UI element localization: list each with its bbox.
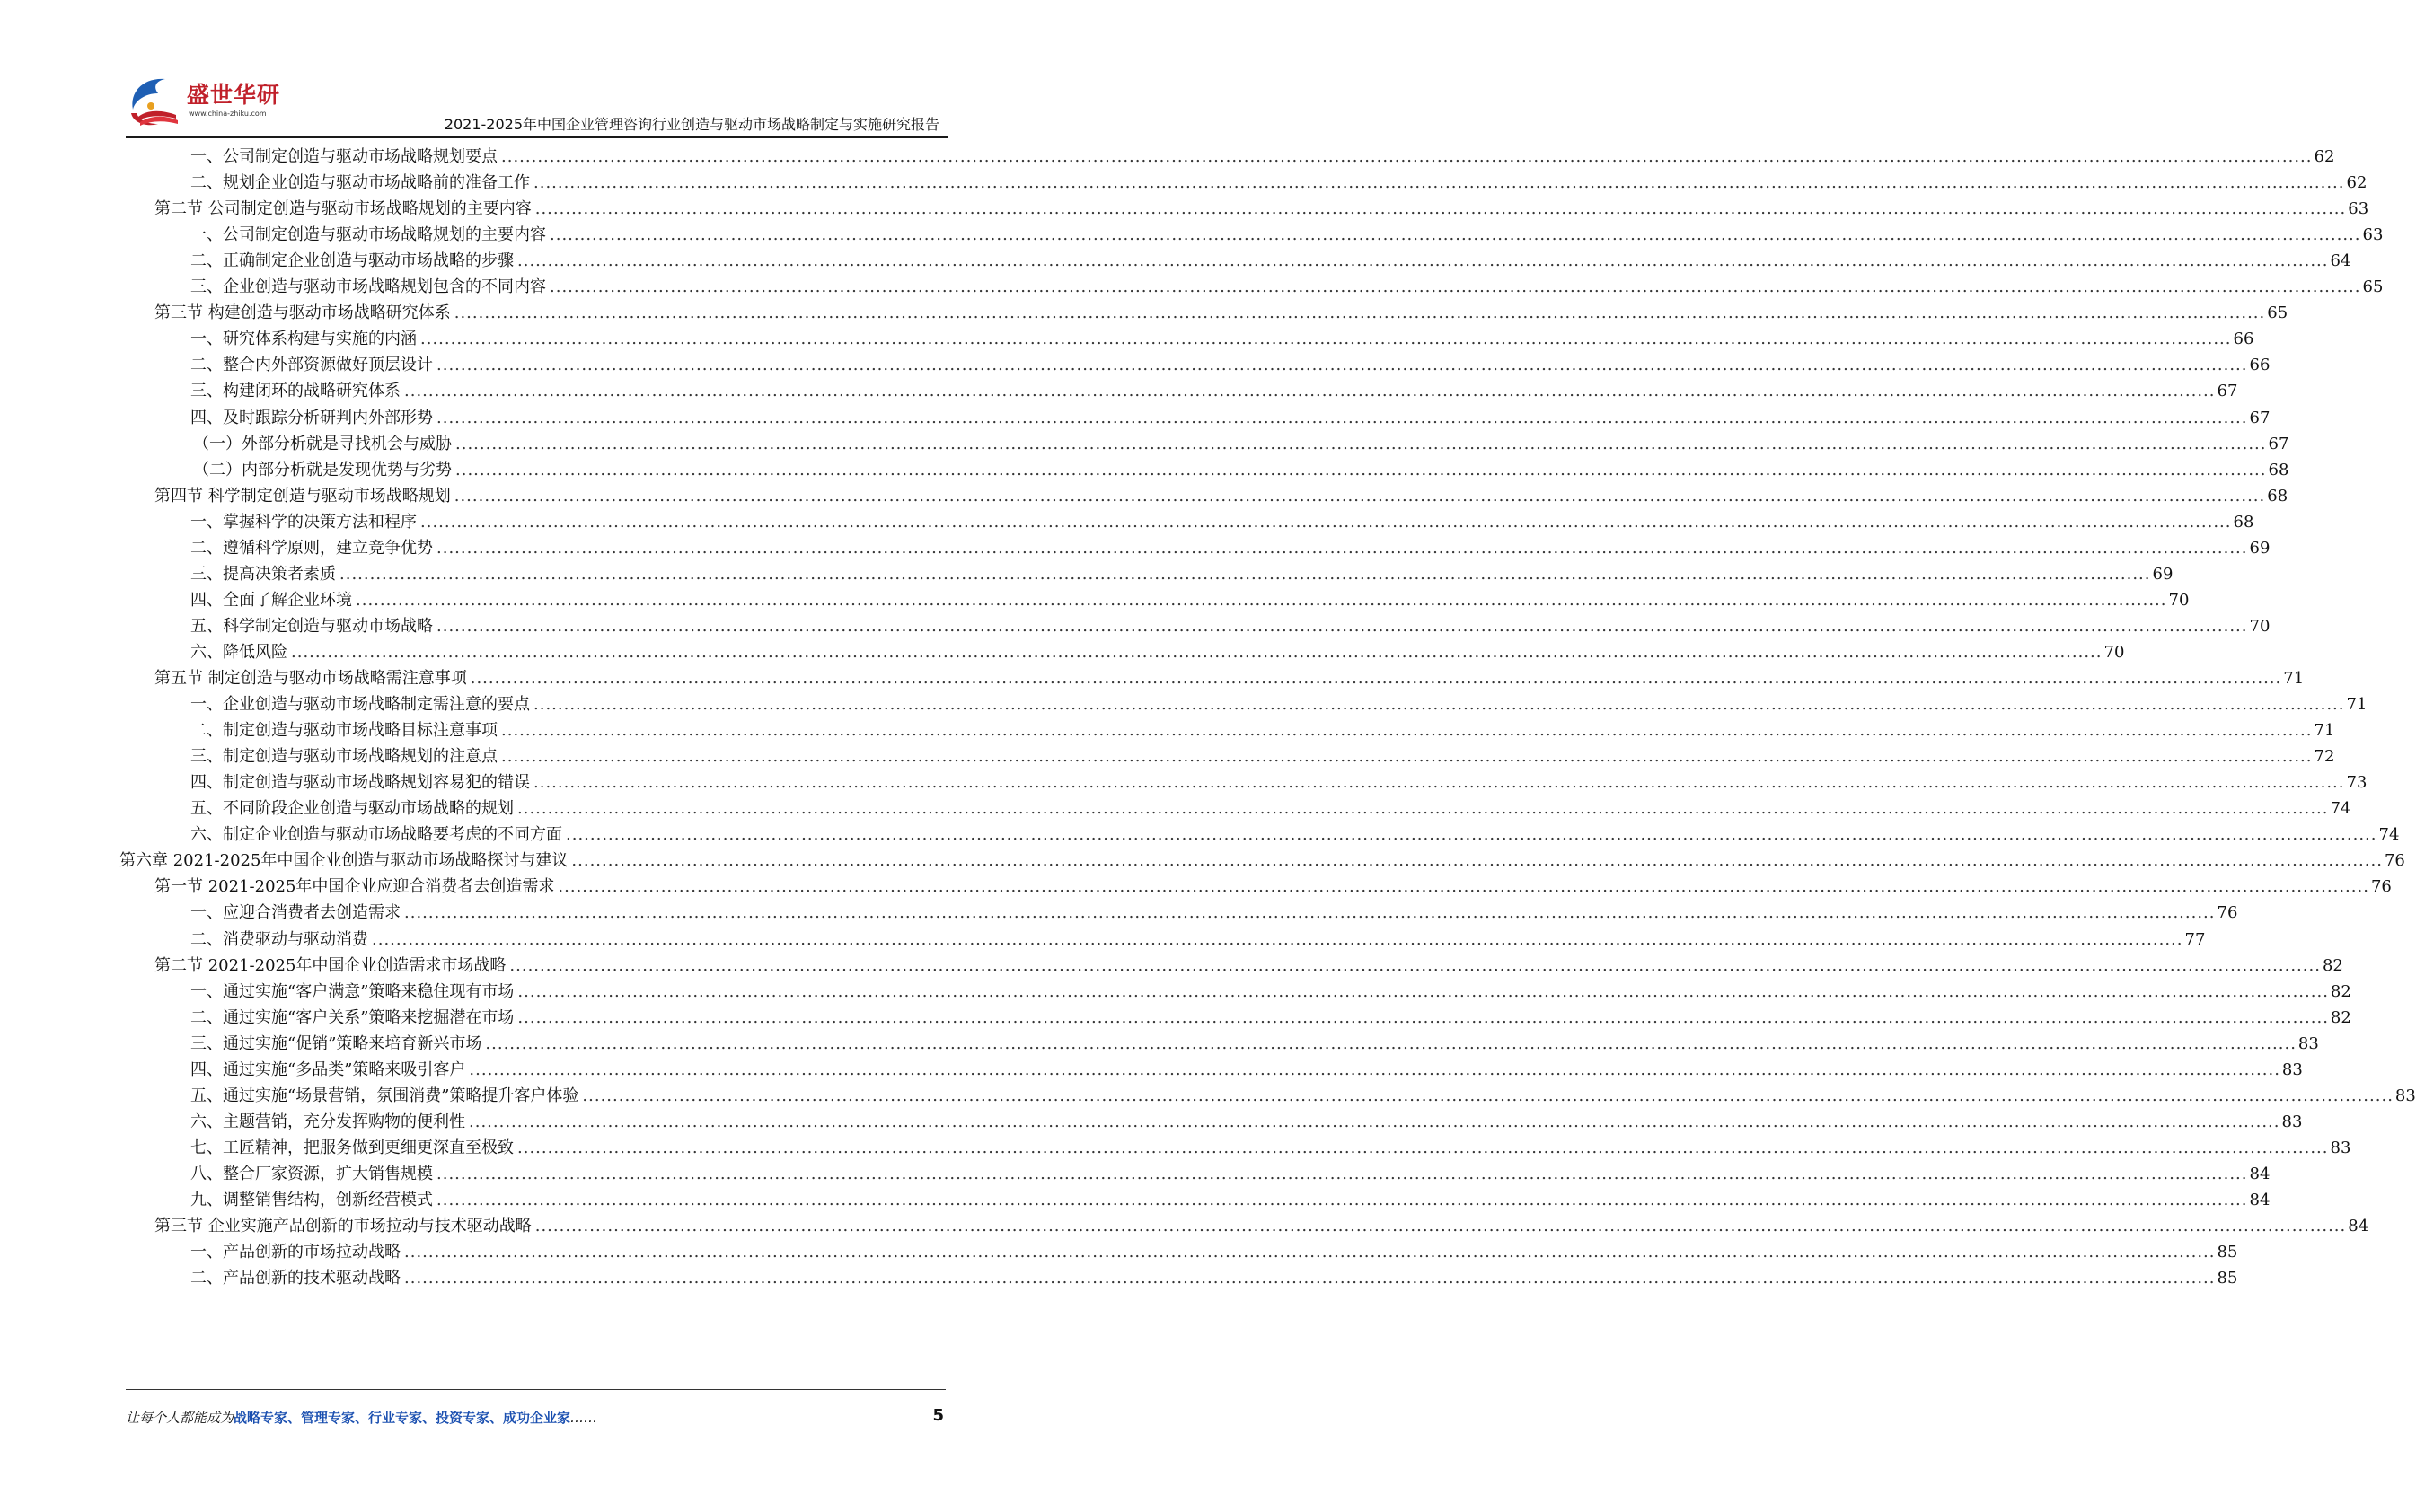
toc-leader-dots: ............................................................................................................................................................................................................................................................................................................: [534, 199, 2347, 219]
toc-entry-label: 二、制定创造与驱动市场战略目标注意事项: [190, 721, 498, 741]
toc-entry-label: 四、全面了解企业环境: [190, 590, 352, 610]
toc-entry[interactable]: [119, 848, 2405, 875]
toc-entry[interactable]: [154, 300, 2288, 327]
toc-entry-label: 九、调整销售结构，创新经营模式: [190, 1191, 433, 1209]
toc-entry-page: 62: [2346, 173, 2368, 193]
toc-entry-label: 第三节 构建创造与驱动市场战略研究体系: [154, 303, 451, 323]
toc-entry[interactable]: [190, 535, 2271, 562]
toc-leader-dots: ............................................................................................................................................................................................................................................................................................................: [436, 408, 2248, 427]
toc-leader-dots: ............................................................................................................................................................................................................................................................................................................: [571, 851, 2383, 871]
toc-entry-page: 70: [2168, 590, 2190, 610]
toc-leader-dots: ............................................................................................................................................................................................................................................................................................................: [404, 1243, 2216, 1262]
toc-entry-label: 六、主题营销，充分发挥购物的便利性: [190, 1112, 465, 1131]
toc-leader-dots: ............................................................................................................................................................................................................................................................................................................: [454, 303, 2266, 323]
toc-entry-page: 65: [2267, 303, 2288, 323]
toc-entry-page: 84: [2249, 1191, 2271, 1209]
logo-swoosh-icon: [126, 74, 183, 131]
toc-leader-dots: ............................................................................................................................................................................................................................................................................................................: [372, 929, 2183, 949]
toc-entry[interactable]: [190, 1187, 2271, 1214]
toc-entry[interactable]: [190, 1031, 2319, 1058]
toc-entry[interactable]: [190, 561, 2174, 588]
toc-leader-dots: ............................................................................................................................................................................................................................................................................................................: [404, 1269, 2216, 1288]
toc-entry-label: 一、应迎合消费者去创造需求: [190, 903, 401, 923]
toc-entry-label: 一、公司制定创造与驱动市场战略规划的主要内容: [190, 225, 546, 245]
toc-entry-page: 74: [2378, 825, 2400, 845]
toc-entry-page: 83: [2394, 1086, 2416, 1105]
toc-leader-dots: ............................................................................................................................................................................................................................................................................................................: [509, 955, 2321, 975]
toc-entry-label: 六、制定企业创造与驱动市场战略要考虑的不同方面: [190, 825, 562, 845]
toc-entry-label: 一、产品创新的市场拉动战略: [190, 1243, 401, 1262]
toc-leader-dots: ............................................................................................................................................................................................................................................................................................................: [339, 564, 2151, 584]
toc-leader-dots: ............................................................................................................................................................................................................................................................................................................: [566, 825, 2377, 845]
toc-entry-page: 69: [2152, 564, 2174, 584]
toc-entry[interactable]: [154, 874, 2392, 901]
page-header: [0, 0, 1070, 135]
toc-entry-page: 67: [2268, 434, 2289, 453]
toc-leader-dots: ............................................................................................................................................................................................................................................................................................................: [550, 225, 2361, 245]
toc-leader-dots: ............................................................................................................................................................................................................................................................................................................: [420, 330, 2232, 349]
toc-entry-page: 68: [2268, 460, 2289, 479]
toc-leader-dots: ............................................................................................................................................................................................................................................................................................................: [534, 1217, 2347, 1236]
toc-leader-dots: ............................................................................................................................................................................................................................................................................................................: [291, 642, 2103, 662]
toc-entry-page: 73: [2346, 773, 2368, 793]
toc-entry-label: 二、规划企业创造与驱动市场战略前的准备工作: [190, 173, 530, 193]
toc-entry-label: 第五节 制定创造与驱动市场战略需注意事项: [154, 669, 467, 688]
toc-entry-label: 二、消费驱动与驱动消费: [190, 929, 368, 949]
toc-entry[interactable]: [190, 691, 2368, 718]
toc-entry-label: 一、掌握科学的决策方法和程序: [190, 512, 417, 532]
toc-leader-dots: ............................................................................................................................................................................................................................................................................................................: [533, 695, 2345, 715]
toc-entry-label: 一、研究体系构建与实施的内涵: [190, 330, 417, 349]
toc-entry-page: 69: [2249, 538, 2271, 558]
toc-entry-label: （二）内部分析就是发现优势与劣势: [193, 460, 452, 479]
toc-leader-dots: ............................................................................................................................................................................................................................................................................................................: [558, 877, 2369, 897]
toc-entry[interactable]: [190, 613, 2271, 640]
toc-entry-label: 二、通过实施“客户关系”策略来挖掘潜在市场: [190, 1007, 515, 1027]
toc-leader-dots: ............................................................................................................................................................................................................................................................................................................: [517, 1138, 2329, 1157]
toc-entry-page: 83: [2281, 1059, 2303, 1079]
toc-entry[interactable]: [154, 665, 2305, 692]
toc-entry-label: 一、企业创造与驱动市场战略制定需注意的要点: [190, 695, 530, 715]
toc-entry-page: 63: [2348, 199, 2369, 219]
toc-entry[interactable]: [190, 1239, 2238, 1266]
toc-leader-dots: ............................................................................................................................................................................................................................................................................................................: [436, 538, 2248, 558]
toc-entry-label: 五、不同阶段企业创造与驱动市场战略的规划: [190, 799, 514, 819]
toc-entry[interactable]: [190, 1083, 2416, 1110]
toc-entry-label: 一、通过实施“客户满意”策略来稳住现有市场: [190, 981, 515, 1001]
toc-entry[interactable]: [190, 170, 2368, 197]
toc-entry-label: 四、制定创造与驱动市场战略规划容易犯的错误: [190, 773, 530, 793]
toc-leader-dots: ............................................................................................................................................................................................................................................................................................................: [454, 486, 2266, 505]
toc-entry[interactable]: [190, 927, 2206, 954]
toc-leader-dots: ............................................................................................................................................................................................................................................................................................................: [501, 147, 2313, 166]
toc-entry-page: 68: [2233, 512, 2254, 532]
toc-entry-page: 68: [2267, 486, 2288, 505]
toc-entry-label: 二、产品创新的技术驱动战略: [190, 1269, 401, 1288]
toc-entry-page: 71: [2346, 695, 2368, 715]
toc-entry[interactable]: [190, 352, 2271, 379]
toc-entry-label: 三、通过实施“促销”策略来培育新兴市场: [190, 1033, 482, 1053]
logo-name: 盛世华研: [187, 82, 281, 108]
toc-entry-label: 三、提高决策者素质: [190, 564, 336, 584]
toc-entry-page: 65: [2362, 277, 2384, 297]
toc-entry[interactable]: [190, 900, 2238, 927]
toc-leader-dots: ............................................................................................................................................................................................................................................................................................................: [517, 251, 2329, 271]
toc-leader-dots: ............................................................................................................................................................................................................................................................................................................: [455, 434, 2267, 453]
toc-leader-dots: ............................................................................................................................................................................................................................................................................................................: [436, 356, 2248, 375]
toc-entry-label: 一、公司制定创造与驱动市场战略规划要点: [190, 147, 498, 166]
toc-entry[interactable]: [190, 326, 2254, 353]
toc-entry-label: 八、整合厂家资源，扩大销售规模: [190, 1164, 433, 1183]
toc-entry[interactable]: [190, 1265, 2238, 1292]
toc-leader-dots: ............................................................................................................................................................................................................................................................................................................: [517, 1007, 2329, 1027]
toc-entry[interactable]: [190, 979, 2351, 1006]
toc-entry-page: 70: [2103, 642, 2125, 662]
toc-entry-page: 63: [2362, 225, 2384, 245]
toc-entry[interactable]: [190, 222, 2384, 249]
toc-entry-label: 二、正确制定企业创造与驱动市场战略的步骤: [190, 251, 514, 271]
toc-entry-page: 67: [2249, 408, 2271, 427]
report-title: 2021-2025年中国企业管理咨询行业创造与驱动市场战略制定与实施研究报告: [444, 116, 939, 133]
toc-entry[interactable]: [190, 274, 2384, 301]
toc-entry-page: 72: [2314, 747, 2335, 767]
toc-entry[interactable]: [190, 796, 2351, 822]
logo-url: www.china-zhiku.com: [189, 110, 267, 118]
toc-entry-page: 77: [2184, 929, 2206, 949]
toc-entry-label: 第二节 2021-2025年中国企业创造需求市场战略: [154, 955, 507, 975]
toc-leader-dots: ............................................................................................................................................................................................................................................................................................................: [501, 747, 2313, 767]
toc-leader-dots: ............................................................................................................................................................................................................................................................................................................: [469, 1112, 2280, 1131]
toc-entry-page: 84: [2249, 1164, 2271, 1183]
toc-entry-page: 67: [2217, 382, 2238, 401]
toc-entry-page: 85: [2217, 1243, 2238, 1262]
toc-entry-label: 四、及时跟踪分析研判内外部形势: [190, 408, 433, 427]
toc-entry-label: 三、企业创造与驱动市场战略规划包含的不同内容: [190, 277, 546, 297]
toc-entry-page: 71: [2314, 721, 2335, 741]
toc-entry-label: 六、降低风险: [190, 642, 287, 662]
toc-entry-page: 66: [2233, 330, 2254, 349]
toc-entry-label: （一）外部分析就是寻找机会与威胁: [193, 434, 452, 453]
toc-entry-page: 82: [2330, 981, 2351, 1001]
toc-entry[interactable]: [154, 483, 2288, 510]
toc-entry-label: 三、制定创造与驱动市场战略规划的注意点: [190, 747, 498, 767]
toc-entry-page: 82: [2330, 1007, 2351, 1027]
toc-leader-dots: ............................................................................................................................................................................................................................................................................................................: [420, 512, 2232, 532]
toc-leader-dots: ............................................................................................................................................................................................................................................................................................................: [436, 1164, 2248, 1183]
toc-entry[interactable]: [190, 248, 2351, 275]
toc-entry-label: 第四节 科学制定创造与驱动市场战略规划: [154, 486, 451, 505]
toc-entry[interactable]: [190, 822, 2400, 848]
toc-entry[interactable]: [190, 405, 2271, 432]
toc-leader-dots: ............................................................................................................................................................................................................................................................................................................: [501, 721, 2313, 741]
toc-entry[interactable]: [154, 196, 2369, 223]
toc-entry[interactable]: [190, 1109, 2303, 1136]
toc-entry[interactable]: [193, 457, 2289, 484]
toc-leader-dots: ............................................................................................................................................................................................................................................................................................................: [533, 773, 2345, 793]
toc-entry[interactable]: [190, 743, 2335, 770]
toc-entry-label: 七、工匠精神，把服务做到更细更深直至极致: [190, 1138, 514, 1157]
toc-leader-dots: ............................................................................................................................................................................................................................................................................................................: [455, 460, 2267, 479]
toc-entry[interactable]: [154, 1213, 2369, 1240]
toc-entry-page: 70: [2249, 616, 2271, 636]
page-number: 5: [932, 1406, 944, 1425]
toc-entry-page: 84: [2348, 1217, 2369, 1236]
toc-entry[interactable]: [190, 587, 2190, 614]
toc-leader-dots: ............................................................................................................................................................................................................................................................................................................: [582, 1086, 2394, 1105]
toc-entry[interactable]: [190, 1135, 2351, 1162]
toc-entry-page: 76: [2217, 903, 2238, 923]
toc-leader-dots: ............................................................................................................................................................................................................................................................................................................: [517, 981, 2329, 1001]
toc-entry-page: 64: [2330, 251, 2351, 271]
toc-leader-dots: ............................................................................................................................................................................................................................................................................................................: [436, 1191, 2248, 1209]
toc-entry-page: 83: [2281, 1112, 2303, 1131]
toc-entry-label: 三、构建闭环的战略研究体系: [190, 382, 401, 401]
toc-entry-label: 四、通过实施“多品类”策略来吸引客户: [190, 1059, 466, 1079]
toc-leader-dots: ............................................................................................................................................................................................................................................................................................................: [436, 616, 2248, 636]
toc-entry-label: 二、遵循科学原则，建立竞争优势: [190, 538, 433, 558]
company-logo: [126, 74, 281, 131]
toc-entry[interactable]: [190, 509, 2254, 536]
toc-leader-dots: ............................................................................................................................................................................................................................................................................................................: [533, 173, 2345, 193]
toc-leader-dots: ............................................................................................................................................................................................................................................................................................................: [470, 669, 2282, 688]
toc-leader-dots: ............................................................................................................................................................................................................................................................................................................: [550, 277, 2361, 297]
toc-leader-dots: ............................................................................................................................................................................................................................................................................................................: [356, 590, 2167, 610]
toc-entry-page: 76: [2370, 877, 2392, 897]
toc-leader-dots: ............................................................................................................................................................................................................................................................................................................: [517, 799, 2329, 819]
toc-entry[interactable]: [190, 378, 2238, 405]
footer-highlight: 战略专家、管理专家、行业专家、投资专家、成功企业家: [234, 1410, 571, 1426]
toc-entry-label: 五、科学制定创造与驱动市场战略: [190, 616, 433, 636]
toc-entry-page: 76: [2384, 851, 2405, 871]
toc-leader-dots: ............................................................................................................................................................................................................................................................................................................: [469, 1059, 2280, 1079]
toc-entry-page: 83: [2330, 1138, 2351, 1157]
toc-entry[interactable]: [190, 1161, 2271, 1188]
toc-entry-page: 71: [2283, 669, 2305, 688]
toc-entry-label: 二、整合内外部资源做好顶层设计: [190, 356, 433, 375]
toc-entry-page: 62: [2314, 147, 2335, 166]
toc-leader-dots: ............................................................................................................................................................................................................................................................................................................: [404, 382, 2216, 401]
toc-entry[interactable]: [190, 144, 2335, 171]
toc-entry[interactable]: [190, 639, 2125, 666]
header-divider: [126, 136, 948, 138]
toc-entry-page: 66: [2249, 356, 2271, 375]
toc-entry-label: 第六章 2021-2025年中国企业创造与驱动市场战略探讨与建议: [119, 851, 569, 871]
toc-leader-dots: ............................................................................................................................................................................................................................................................................................................: [404, 903, 2216, 923]
toc-entry[interactable]: [190, 1005, 2351, 1032]
toc-leader-dots: ............................................................................................................................................................................................................................................................................................................: [485, 1033, 2297, 1053]
footer-slogan: [126, 1408, 597, 1427]
toc-entry-label: 第三节 企业实施产品创新的市场拉动与技术驱动战略: [154, 1217, 532, 1236]
toc-entry-label: 第一节 2021-2025年中国企业应迎合消费者去创造需求: [154, 877, 555, 897]
toc-entry-page: 83: [2297, 1033, 2319, 1053]
toc-entry[interactable]: [154, 953, 2343, 980]
toc-entry-page: 82: [2322, 955, 2343, 975]
footer-prefix: 让每个人都能成为: [126, 1410, 234, 1426]
toc-entry-page: 74: [2330, 799, 2351, 819]
footer-suffix: ……: [570, 1410, 598, 1426]
toc-entry[interactable]: [193, 431, 2289, 458]
toc-entry-label: 第二节 公司制定创造与驱动市场战略规划的主要内容: [154, 199, 532, 219]
toc-entry-label: 五、通过实施“场景营销，氛围消费”策略提升客户体验: [190, 1086, 579, 1105]
toc-entry[interactable]: [190, 769, 2368, 796]
footer-divider: [126, 1389, 946, 1390]
toc-entry-page: 85: [2217, 1269, 2238, 1288]
toc-entry[interactable]: [190, 1057, 2303, 1084]
toc-entry[interactable]: [190, 717, 2335, 744]
